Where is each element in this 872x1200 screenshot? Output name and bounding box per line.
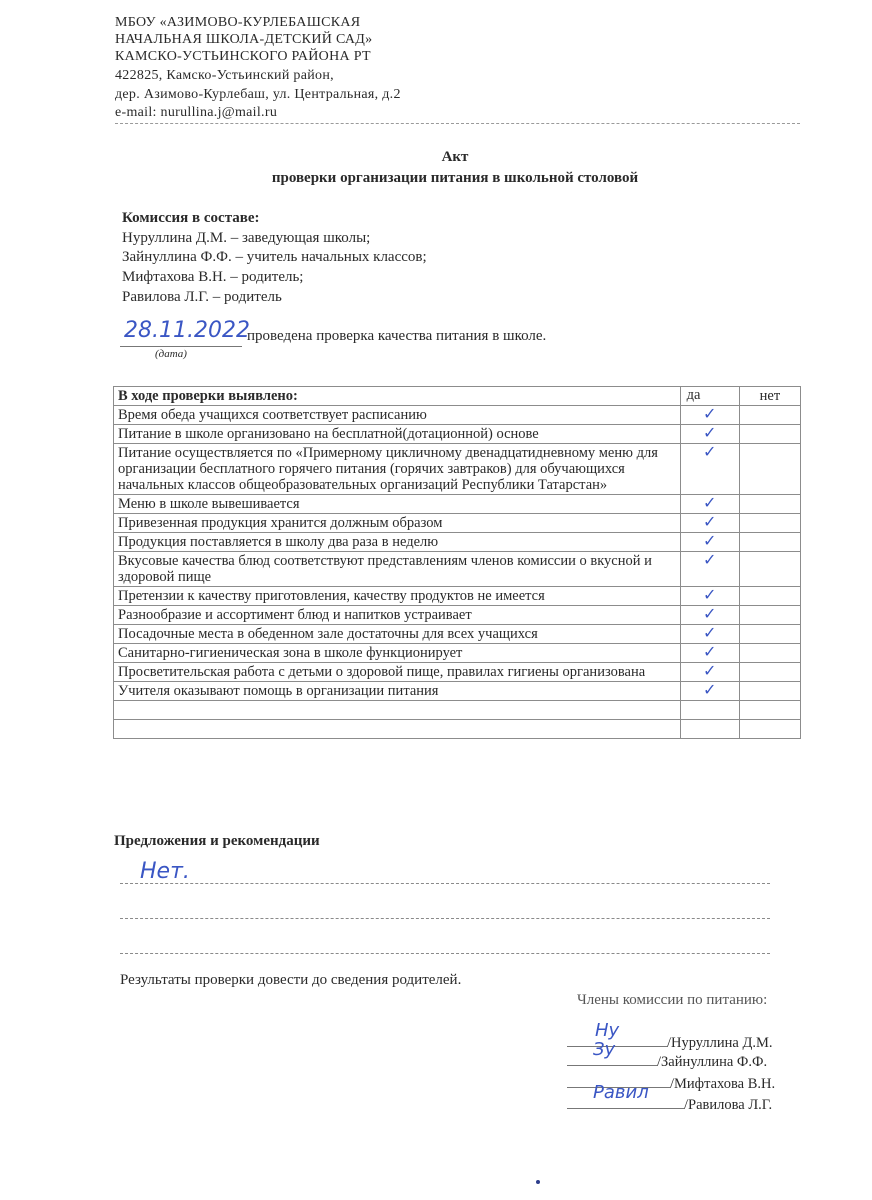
proposal-line-2 <box>120 918 770 919</box>
checkmark-icon: ✓ <box>703 531 717 550</box>
table-row <box>114 644 801 663</box>
date-caption: (дата) <box>155 348 187 360</box>
checkmark-icon: ✓ <box>703 550 717 569</box>
header-findings: В ходе проверки выявлено: <box>114 387 681 406</box>
yes-cell <box>680 425 739 444</box>
yes-cell <box>680 644 739 663</box>
yes-cell <box>680 720 739 739</box>
yes-cell <box>680 587 739 606</box>
finding-text: Вкусовые качества блюд соответствуют представлениям членов комиссии о вкусной и здоровой пище <box>114 552 681 587</box>
table-row <box>114 606 801 625</box>
table-row <box>114 514 801 533</box>
no-cell <box>739 606 800 625</box>
commission-member: Мифтахова В.Н. – родитель; <box>122 269 304 285</box>
signature-scribble: Зу <box>593 1039 616 1060</box>
checkmark-icon: ✓ <box>703 423 717 442</box>
no-cell <box>739 625 800 644</box>
table-row <box>114 533 801 552</box>
no-cell <box>739 406 800 425</box>
org-email: e-mail: nurullina.j@mail.ru <box>115 105 278 120</box>
org-address-line-2: дер. Азимово-Курлебаш, ул. Центральная, д.2 <box>115 87 401 102</box>
table-row <box>114 625 801 644</box>
checkmark-icon: ✓ <box>703 585 717 604</box>
finding-text: Просветительская работа с детьми о здоровой пище, правилах гигиены организована <box>114 663 681 682</box>
finding-text: Питание в школе организовано на бесплатной(дотационной) основе <box>114 425 681 444</box>
signature-line <box>567 1039 657 1066</box>
no-cell <box>739 514 800 533</box>
commission-member: Зайнуллина Ф.Ф. – учитель начальных классов; <box>122 249 427 265</box>
checkmark-icon: ✓ <box>703 404 717 423</box>
proposal-line-1 <box>120 883 770 884</box>
commission-member: Равилова Л.Г. – родитель <box>122 289 282 305</box>
no-cell <box>739 552 800 587</box>
signature-scribble: Ну <box>595 1020 620 1041</box>
checkmark-icon: ✓ <box>703 661 717 680</box>
yes-cell <box>680 625 739 644</box>
finding-text <box>114 720 681 739</box>
checkmark-icon: ✓ <box>703 493 717 512</box>
yes-cell <box>680 701 739 720</box>
table-row <box>114 701 801 720</box>
org-address-line-1: 422825, Камско-Устьинский район, <box>115 68 334 83</box>
table-header-row <box>114 387 801 406</box>
yes-cell <box>680 514 739 533</box>
header-separator <box>115 123 800 124</box>
no-cell <box>739 533 800 552</box>
table-row <box>114 552 801 587</box>
yes-cell <box>680 682 739 701</box>
yes-cell <box>680 444 739 495</box>
table-row <box>114 444 801 495</box>
no-cell <box>739 644 800 663</box>
no-cell <box>739 425 800 444</box>
finding-text: Разнообразие и ассортимент блюд и напитков устраивает <box>114 606 681 625</box>
members-heading: Члены комиссии по питанию: <box>577 992 768 1008</box>
table-row <box>114 495 801 514</box>
signature-line <box>567 1082 684 1109</box>
date-field <box>120 318 250 347</box>
yes-cell <box>680 606 739 625</box>
date-line-text: проведена проверка качества питания в школе. <box>247 328 547 344</box>
signature-line <box>567 1020 667 1047</box>
table-row <box>114 720 801 739</box>
finding-text: Продукция поставляется в школу два раза в неделю <box>114 533 681 552</box>
yes-cell <box>680 495 739 514</box>
no-cell <box>739 495 800 514</box>
commission-member: Нуруллина Д.М. – заведующая школы; <box>122 230 371 246</box>
header-yes: да <box>680 387 739 406</box>
header-no: нет <box>739 387 800 406</box>
finding-text: Время обеда учащихся соответствует расписанию <box>114 406 681 425</box>
no-cell <box>739 663 800 682</box>
finding-text: Питание осуществляется по «Примерному цикличному двенадцатидневному меню для организации бесплатного горячего питания (горячих завтраков) для обучающихся начальных классов общеобразовательных организаций Республики Татарстан» <box>114 444 681 495</box>
table-row <box>114 587 801 606</box>
finding-text: Меню в школе вывешивается <box>114 495 681 514</box>
signer-name: /Нуруллина Д.М. <box>667 1035 773 1051</box>
yes-cell <box>680 663 739 682</box>
results-note: Результаты проверки довести до сведения родителей. <box>120 972 462 988</box>
finding-text: Санитарно-гигиеническая зона в школе функционирует <box>114 644 681 663</box>
no-cell <box>739 720 800 739</box>
doc-title: Акт <box>441 149 469 165</box>
finding-text: Посадочные места в обеденном зале достаточны для всех учащихся <box>114 625 681 644</box>
doc-subtitle: проверки организации питания в школьной столовой <box>271 170 639 186</box>
no-cell <box>739 444 800 495</box>
org-name-line-1: МБОУ «АЗИМОВО-КУРЛЕБАШСКАЯ <box>115 15 361 30</box>
commission-heading: Комиссия в составе: <box>122 210 260 226</box>
checkmark-icon: ✓ <box>703 642 717 661</box>
signer-name: /Равилова Л.Г. <box>684 1097 773 1113</box>
ink-dot <box>536 1180 540 1184</box>
org-name-line-2: НАЧАЛЬНАЯ ШКОЛА-ДЕТСКИЙ САД» <box>115 32 373 47</box>
checkmark-icon: ✓ <box>703 680 717 699</box>
yes-cell <box>680 406 739 425</box>
signer-name: /Зайнуллина Ф.Ф. <box>657 1054 768 1070</box>
checkmark-icon: ✓ <box>703 442 717 461</box>
no-cell <box>739 701 800 720</box>
table-row <box>114 682 801 701</box>
checkmark-icon: ✓ <box>703 604 717 623</box>
proposal-line-3 <box>120 953 770 954</box>
signature-scribble: Равил <box>593 1082 649 1103</box>
finding-text: Учителя оказывают помощь в организации питания <box>114 682 681 701</box>
finding-text <box>114 701 681 720</box>
date-handwritten: 28.11.2022 <box>124 318 250 343</box>
yes-cell <box>680 552 739 587</box>
inspection-table <box>113 386 801 739</box>
finding-text: Привезенная продукция хранится должным образом <box>114 514 681 533</box>
finding-text: Претензии к качеству приготовления, качеству продуктов не имеется <box>114 587 681 606</box>
org-name-line-3: КАМСКО-УСТЬИНСКОГО РАЙОНА РТ <box>115 49 371 64</box>
no-cell <box>739 682 800 701</box>
table-row <box>114 663 801 682</box>
signer-name: /Мифтахова В.Н. <box>670 1076 776 1092</box>
proposals-heading: Предложения и рекомендации <box>114 833 320 849</box>
table-row <box>114 425 801 444</box>
yes-cell <box>680 533 739 552</box>
checkmark-icon: ✓ <box>703 512 717 531</box>
proposal-handwritten: Нет. <box>140 859 190 884</box>
table-row <box>114 406 801 425</box>
checkmark-icon: ✓ <box>703 623 717 642</box>
no-cell <box>739 587 800 606</box>
